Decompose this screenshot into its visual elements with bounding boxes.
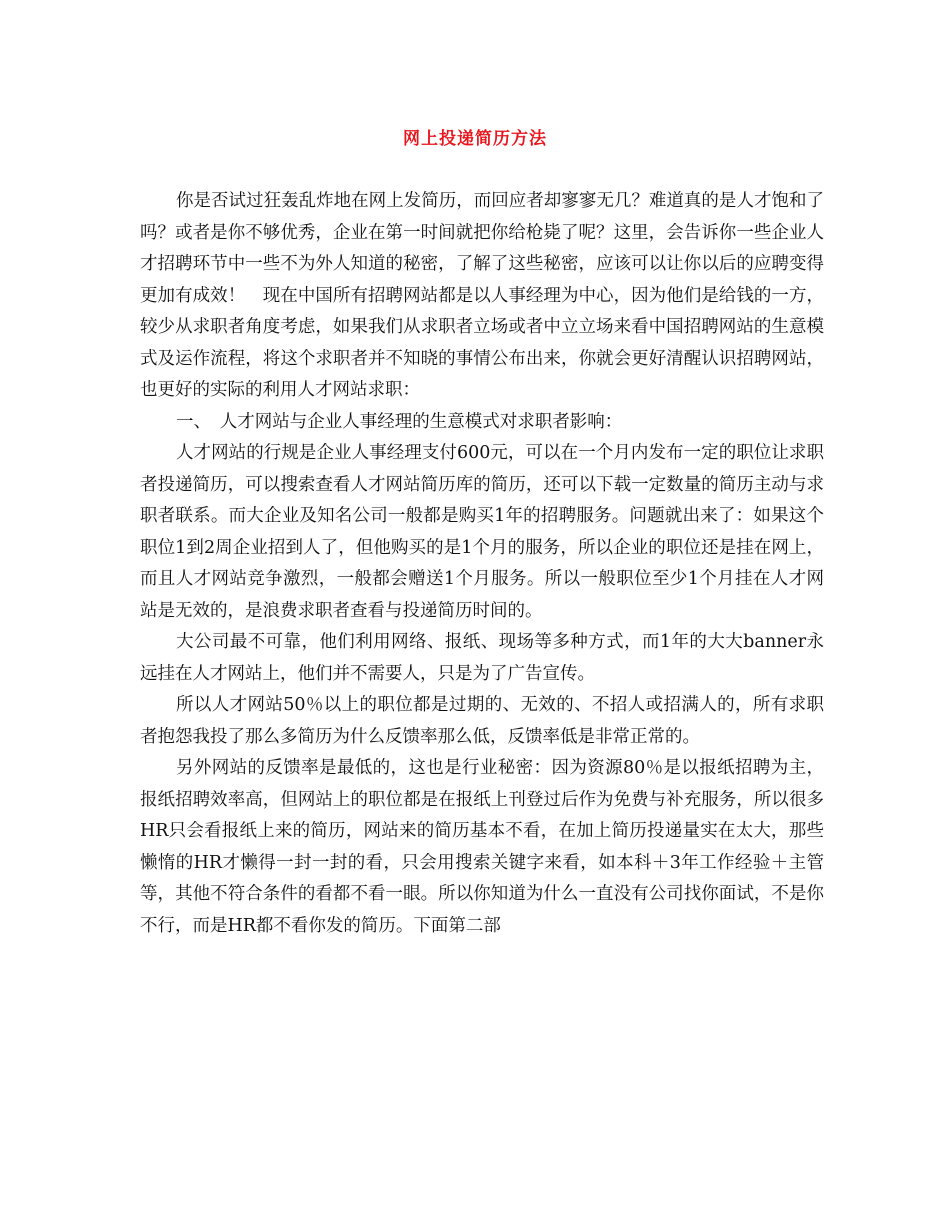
paragraph-feedback-rate: 另外网站的反馈率是最低的，这也是行业秘密：因为资源80％是以报纸招聘为主，报纸招聘效率高，但网站上的职位都是在报纸上刊登过后作为免费与补充服务，所以很多HR只会看报纸上来的简历，网站来的简历基本不看，在加上简历投递量实在太大，那些懒惰的HR才懒得一封一封的看，只会用搜索关键字来看，如本科＋3年工作经验＋主管等，其他不符合条件的看都不看一眼。所以你知道为什么一直没有公司找你面试，不是你不行，而是HR都不看你发的简历。下面第二部	[140, 758, 824, 936]
paragraph-intro: 你是否试过狂轰乱炸地在网上发简历，而回应者却寥寥无几？难道真的是人才饱和了吗？或者是你不够优秀，企业在第一时间就把你给枪毙了呢？这里，会告诉你一些企业人才招聘环节中一些不为外人知道的秘密，了解了这些秘密，应该可以让你以后的应聘变得更加有成效！ 现在中国所有招聘网站都是以人事经理为中心，因为他们是给钱的一方，较少从求职者角度考虑，如果我们从求职者立场或者中立立场来看中国招聘网站的生意模式及运作流程，将这个求职者并不知晓的事情公布出来，你就会更好清醒认识招聘网站，也更好的实际的利用人才网站求职：	[140, 191, 824, 400]
paragraph-business-model: 人才网站的行规是企业人事经理支付600元，可以在一个月内发布一定的职位让求职者投递简历，可以搜索查看人才网站简历库的简历，还可以下载一定数量的简历主动与求职者联系。而大企业及知名公司一般都是购买1年的招聘服务。问题就出来了：如果这个职位1到2周企业招到人了，但他购买的是1个月的服务，所以企业的职位还是挂在网上，而且人才网站竞争激烈，一般都会赠送1个月服务。所以一般职位至少1个月挂在人才网站是无效的，是浪费求职者查看与投递简历时间的。	[140, 443, 824, 621]
paragraph-big-companies: 大公司最不可靠，他们利用网络、报纸、现场等多种方式，而1年的大大banner永远挂在人才网站上，他们并不需要人，只是为了广告宣传。	[140, 632, 824, 684]
document-title: 网上投递简历方法	[403, 129, 547, 149]
paragraph-expired-jobs: 所以人才网站50％以上的职位都是过期的、无效的、不招人或招满人的，所有求职者抱怨我投了那么多简历为什么反馈率那么低，反馈率低是非常正常的。	[140, 695, 824, 747]
document-body	[140, 186, 824, 942]
paragraph-section-heading: 一、 人才网站与企业人事经理的生意模式对求职者影响：	[176, 411, 623, 432]
